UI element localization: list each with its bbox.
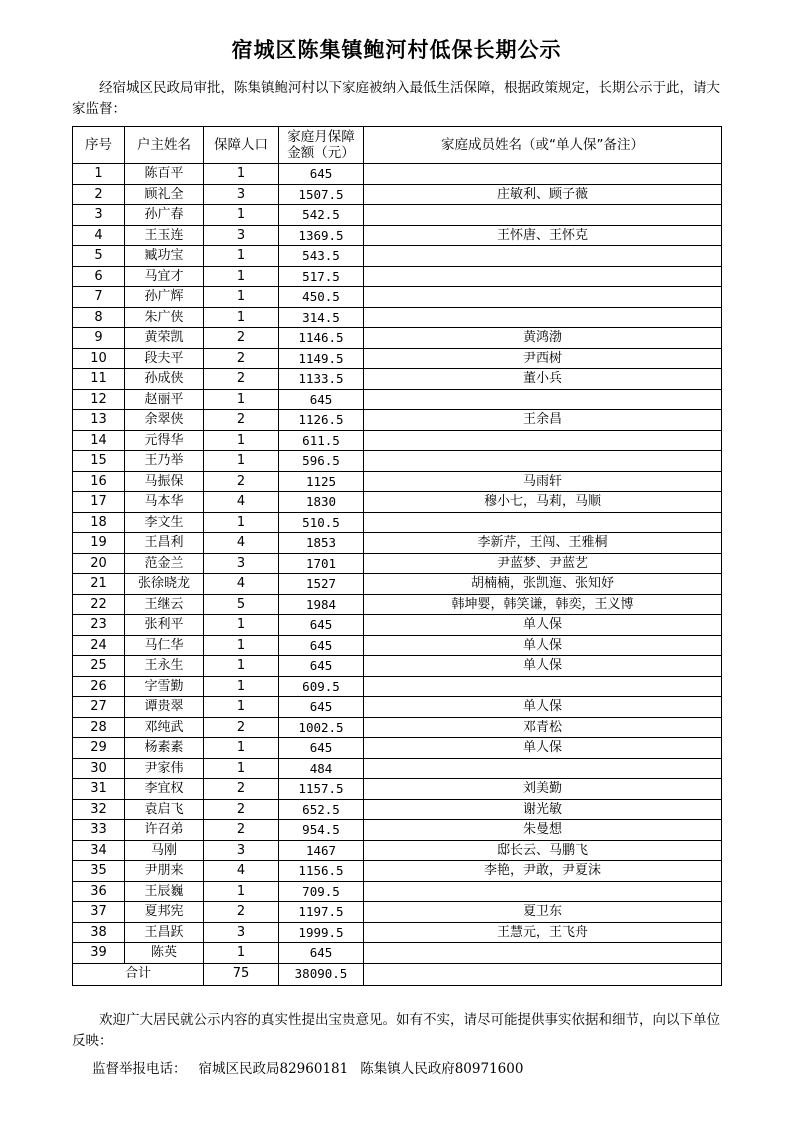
table-row: [73, 635, 722, 656]
cell-no: 5: [73, 246, 125, 267]
cell-name: 马本华: [125, 492, 204, 513]
cell-amount: 645: [279, 635, 364, 656]
table-row: [73, 205, 722, 226]
cell-pop: 4: [204, 492, 279, 513]
hotline-line: [92, 1057, 523, 1077]
cell-amount: 1830: [279, 492, 364, 513]
cell-members: 邓青松: [364, 717, 722, 738]
cell-name: 马振保: [125, 471, 204, 492]
table-row: [73, 512, 722, 533]
cell-amount: 645: [279, 656, 364, 677]
cell-no: 28: [73, 717, 125, 738]
cell-no: 17: [73, 492, 125, 513]
cell-pop: 1: [204, 266, 279, 287]
cell-no: 34: [73, 840, 125, 861]
table-row: [73, 225, 722, 246]
cell-members: 马雨轩: [364, 471, 722, 492]
cell-members: 尹蓝梦、尹蓝艺: [364, 553, 722, 574]
table-row: [73, 574, 722, 595]
cell-name: 朱广侠: [125, 307, 204, 328]
total-members-cell: [364, 963, 722, 985]
cell-amount: 596.5: [279, 451, 364, 472]
cell-pop: 2: [204, 779, 279, 800]
table-row: [73, 369, 722, 390]
cell-amount: 1133.5: [279, 369, 364, 390]
table-row: [73, 533, 722, 554]
cell-members: 单人保: [364, 615, 722, 636]
header-amount: [279, 127, 364, 164]
closing-paragraph: [72, 1010, 724, 1052]
cell-pop: 1: [204, 205, 279, 226]
cell-amount: 1157.5: [279, 779, 364, 800]
cell-members: [364, 164, 722, 185]
hotline-label: 监督举报电话：: [92, 1061, 187, 1077]
cell-pop: 1: [204, 430, 279, 451]
cell-name: 王永生: [125, 656, 204, 677]
cell-members: 胡楠楠，张凯迤、张知妤: [364, 574, 722, 595]
cell-amount: 1527: [279, 574, 364, 595]
cell-members: [364, 430, 722, 451]
cell-members: 邸长云、马鹏飞: [364, 840, 722, 861]
table-row: [73, 492, 722, 513]
cell-name: 段夫平: [125, 348, 204, 369]
cell-members: 单人保: [364, 697, 722, 718]
cell-pop: 1: [204, 164, 279, 185]
hotline-entry-2: 陈集镇人民政府80971600: [360, 1061, 524, 1077]
cell-members: [364, 389, 722, 410]
cell-no: 6: [73, 266, 125, 287]
cell-no: 16: [73, 471, 125, 492]
cell-members: [364, 451, 722, 472]
recipient-table: [72, 126, 722, 986]
cell-no: 9: [73, 328, 125, 349]
cell-name: 范金兰: [125, 553, 204, 574]
table-row: [73, 615, 722, 636]
cell-no: 26: [73, 676, 125, 697]
page-title: 宿城区陈集镇鲍河村低保长期公示: [231, 38, 562, 62]
cell-name: 李宜权: [125, 779, 204, 800]
table-row: [73, 553, 722, 574]
total-row: [73, 963, 722, 985]
closing-text: 欢迎广大居民就公示内容的真实性提出宝贵意见。如有不实，请尽可能提供事实依据和细节，向以下单位反映：: [72, 1012, 720, 1049]
header-amount-line1: 家庭月保障: [287, 129, 355, 145]
cell-members: [364, 307, 722, 328]
cell-members: 王怀唐、王怀克: [364, 225, 722, 246]
cell-members: 单人保: [364, 635, 722, 656]
cell-no: 23: [73, 615, 125, 636]
table-row: [73, 922, 722, 943]
table-row: [73, 430, 722, 451]
cell-amount: 1146.5: [279, 328, 364, 349]
cell-amount: 450.5: [279, 287, 364, 308]
cell-amount: 645: [279, 615, 364, 636]
cell-pop: 1: [204, 635, 279, 656]
table-row: [73, 348, 722, 369]
total-amount: 38090.5: [279, 963, 364, 985]
table-row: [73, 717, 722, 738]
cell-pop: 1: [204, 246, 279, 267]
cell-pop: 1: [204, 451, 279, 472]
cell-amount: 645: [279, 164, 364, 185]
cell-amount: 517.5: [279, 266, 364, 287]
cell-name: 袁启飞: [125, 799, 204, 820]
cell-pop: 1: [204, 881, 279, 902]
cell-pop: 1: [204, 676, 279, 697]
cell-no: 18: [73, 512, 125, 533]
cell-amount: 954.5: [279, 820, 364, 841]
cell-amount: 510.5: [279, 512, 364, 533]
cell-pop: 4: [204, 533, 279, 554]
cell-no: 4: [73, 225, 125, 246]
table-row: [73, 451, 722, 472]
hotline-entry-1: 宿城区民政局82960181: [198, 1061, 349, 1077]
table-row: [73, 738, 722, 759]
cell-no: 39: [73, 943, 125, 964]
cell-members: 朱曼想: [364, 820, 722, 841]
cell-amount: 1369.5: [279, 225, 364, 246]
table-row: [73, 328, 722, 349]
cell-amount: 1197.5: [279, 902, 364, 923]
cell-amount: 484: [279, 758, 364, 779]
cell-members: 单人保: [364, 656, 722, 677]
cell-name: 孙广辉: [125, 287, 204, 308]
table-row: [73, 861, 722, 882]
cell-no: 38: [73, 922, 125, 943]
cell-name: 夏邦宪: [125, 902, 204, 923]
cell-name: 许召弟: [125, 820, 204, 841]
cell-name: 王继云: [125, 594, 204, 615]
header-no: 序号: [73, 127, 125, 164]
intro-paragraph: [72, 78, 724, 120]
intro-text: 经宿城区民政局审批，陈集镇鲍河村以下家庭被纳入最低生活保障，根据政策规定，长期公示于此，请大家监督：: [72, 80, 720, 117]
cell-name: 王辰巍: [125, 881, 204, 902]
cell-amount: 314.5: [279, 307, 364, 328]
cell-members: [364, 266, 722, 287]
cell-pop: 1: [204, 389, 279, 410]
cell-no: 25: [73, 656, 125, 677]
cell-pop: 1: [204, 758, 279, 779]
cell-members: 李艳，尹敢，尹夏沫: [364, 861, 722, 882]
cell-no: 15: [73, 451, 125, 472]
cell-members: 董小兵: [364, 369, 722, 390]
cell-amount: 1507.5: [279, 184, 364, 205]
cell-pop: 1: [204, 615, 279, 636]
cell-members: [364, 512, 722, 533]
cell-name: 马仁华: [125, 635, 204, 656]
cell-members: [364, 205, 722, 226]
header-name: 户主姓名: [125, 127, 204, 164]
cell-amount: 542.5: [279, 205, 364, 226]
cell-pop: 2: [204, 902, 279, 923]
total-label: 合计: [73, 963, 204, 985]
cell-no: 11: [73, 369, 125, 390]
header-members: 家庭成员姓名（或“单人保”备注）: [364, 127, 722, 164]
cell-pop: 1: [204, 512, 279, 533]
table-body: [73, 164, 722, 964]
cell-amount: 1853: [279, 533, 364, 554]
cell-pop: 3: [204, 553, 279, 574]
table-row: [73, 799, 722, 820]
cell-pop: 4: [204, 861, 279, 882]
cell-name: 谭贵翠: [125, 697, 204, 718]
cell-members: 李新芹，王闯、王雅桐: [364, 533, 722, 554]
cell-amount: 1701: [279, 553, 364, 574]
cell-name: 张利平: [125, 615, 204, 636]
cell-no: 36: [73, 881, 125, 902]
cell-name: 杨素素: [125, 738, 204, 759]
cell-pop: 2: [204, 717, 279, 738]
cell-amount: 1156.5: [279, 861, 364, 882]
cell-pop: 5: [204, 594, 279, 615]
cell-amount: 1125: [279, 471, 364, 492]
cell-amount: 1984: [279, 594, 364, 615]
cell-no: 32: [73, 799, 125, 820]
cell-amount: 611.5: [279, 430, 364, 451]
cell-no: 13: [73, 410, 125, 431]
cell-no: 10: [73, 348, 125, 369]
table-row: [73, 676, 722, 697]
table-row: [73, 389, 722, 410]
cell-name: 孙广春: [125, 205, 204, 226]
table-row: [73, 184, 722, 205]
table-row: [73, 881, 722, 902]
cell-name: 王乃举: [125, 451, 204, 472]
table-row: [73, 758, 722, 779]
table-row: [73, 594, 722, 615]
cell-name: 邓纯武: [125, 717, 204, 738]
cell-no: 33: [73, 820, 125, 841]
total-pop: 75: [204, 963, 279, 985]
cell-members: 韩坤婴，韩笑谦，韩奕，王义博: [364, 594, 722, 615]
cell-amount: 1002.5: [279, 717, 364, 738]
cell-members: 单人保: [364, 738, 722, 759]
cell-name: 王昌跃: [125, 922, 204, 943]
table-row: [73, 902, 722, 923]
cell-name: 陈英: [125, 943, 204, 964]
cell-no: 37: [73, 902, 125, 923]
cell-no: 22: [73, 594, 125, 615]
cell-pop: 3: [204, 225, 279, 246]
cell-name: 顾礼全: [125, 184, 204, 205]
cell-members: [364, 676, 722, 697]
cell-members: [364, 881, 722, 902]
cell-pop: 2: [204, 471, 279, 492]
cell-members: 谢光敏: [364, 799, 722, 820]
cell-members: 夏卫东: [364, 902, 722, 923]
cell-amount: 609.5: [279, 676, 364, 697]
cell-pop: 2: [204, 410, 279, 431]
cell-name: 马宜才: [125, 266, 204, 287]
table-row: [73, 410, 722, 431]
cell-amount: 1126.5: [279, 410, 364, 431]
cell-pop: 2: [204, 348, 279, 369]
cell-no: 29: [73, 738, 125, 759]
cell-amount: 645: [279, 389, 364, 410]
cell-name: 王玉连: [125, 225, 204, 246]
table-row: [73, 943, 722, 964]
table-row: [73, 307, 722, 328]
cell-amount: 645: [279, 697, 364, 718]
cell-pop: 4: [204, 574, 279, 595]
cell-amount: 543.5: [279, 246, 364, 267]
cell-no: 3: [73, 205, 125, 226]
cell-pop: 2: [204, 328, 279, 349]
cell-pop: 1: [204, 697, 279, 718]
table-row: [73, 656, 722, 677]
cell-no: 21: [73, 574, 125, 595]
cell-pop: 3: [204, 840, 279, 861]
cell-pop: 2: [204, 799, 279, 820]
cell-amount: 645: [279, 943, 364, 964]
table-row: [73, 266, 722, 287]
cell-amount: 1467: [279, 840, 364, 861]
cell-name: 尹朋来: [125, 861, 204, 882]
cell-amount: 709.5: [279, 881, 364, 902]
cell-no: 20: [73, 553, 125, 574]
cell-no: 14: [73, 430, 125, 451]
cell-pop: 2: [204, 820, 279, 841]
cell-members: 庄敏利、顾子薇: [364, 184, 722, 205]
cell-members: 穆小七，马莉，马顺: [364, 492, 722, 513]
cell-no: 27: [73, 697, 125, 718]
cell-no: 7: [73, 287, 125, 308]
table-row: [73, 164, 722, 185]
cell-members: [364, 246, 722, 267]
cell-name: 陈百平: [125, 164, 204, 185]
cell-pop: 3: [204, 922, 279, 943]
cell-name: 尹家伟: [125, 758, 204, 779]
cell-members: 王余昌: [364, 410, 722, 431]
cell-name: 臧功宝: [125, 246, 204, 267]
table-row: [73, 471, 722, 492]
cell-pop: 1: [204, 738, 279, 759]
cell-members: 王慧元，王飞舟: [364, 922, 722, 943]
cell-members: 黄鸿渤: [364, 328, 722, 349]
cell-no: 30: [73, 758, 125, 779]
table-row: [73, 840, 722, 861]
cell-no: 8: [73, 307, 125, 328]
table-row: [73, 287, 722, 308]
table-row: [73, 820, 722, 841]
header-amount-line2: 金额（元）: [287, 145, 355, 161]
cell-name: 王昌利: [125, 533, 204, 554]
cell-name: 黄荣凯: [125, 328, 204, 349]
cell-name: 余翠侠: [125, 410, 204, 431]
cell-no: 31: [73, 779, 125, 800]
cell-no: 12: [73, 389, 125, 410]
cell-no: 35: [73, 861, 125, 882]
cell-members: [364, 758, 722, 779]
header-pop: 保障人口: [204, 127, 279, 164]
cell-amount: 1999.5: [279, 922, 364, 943]
cell-name: 字雪勤: [125, 676, 204, 697]
cell-pop: 2: [204, 369, 279, 390]
cell-name: 孙成侠: [125, 369, 204, 390]
cell-amount: 1149.5: [279, 348, 364, 369]
cell-members: 刘美勤: [364, 779, 722, 800]
cell-pop: 1: [204, 943, 279, 964]
cell-no: 1: [73, 164, 125, 185]
cell-no: 24: [73, 635, 125, 656]
cell-pop: 1: [204, 287, 279, 308]
cell-members: [364, 287, 722, 308]
cell-members: [364, 943, 722, 964]
table-row: [73, 246, 722, 267]
cell-name: 赵丽平: [125, 389, 204, 410]
cell-no: 19: [73, 533, 125, 554]
cell-members: 尹西树: [364, 348, 722, 369]
cell-name: 李文生: [125, 512, 204, 533]
cell-name: 元得华: [125, 430, 204, 451]
cell-name: 马刚: [125, 840, 204, 861]
table-row: [73, 697, 722, 718]
cell-amount: 652.5: [279, 799, 364, 820]
cell-no: 2: [73, 184, 125, 205]
cell-name: 张徐晓龙: [125, 574, 204, 595]
table-header-row: [73, 127, 722, 164]
table-row: [73, 779, 722, 800]
cell-pop: 1: [204, 307, 279, 328]
cell-amount: 645: [279, 738, 364, 759]
cell-pop: 3: [204, 184, 279, 205]
cell-pop: 1: [204, 656, 279, 677]
